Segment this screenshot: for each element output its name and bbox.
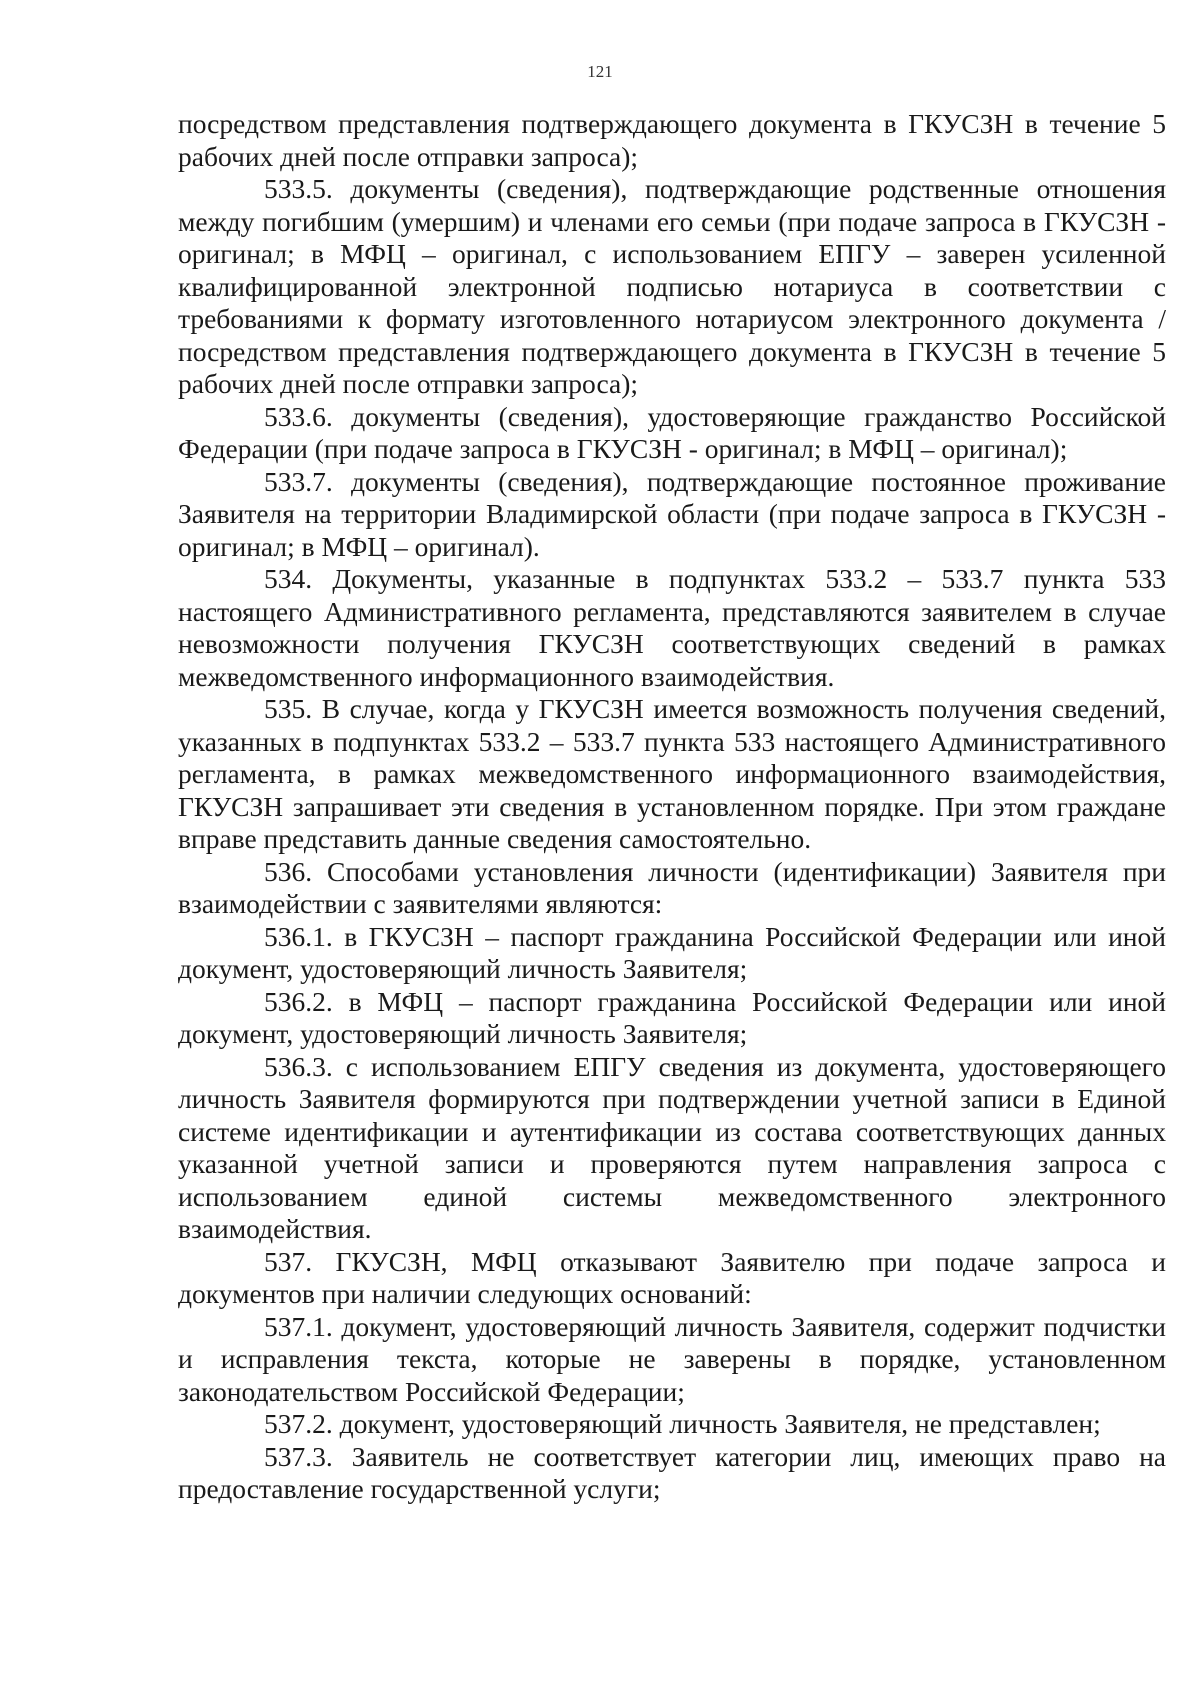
paragraph: 536.3. с использованием ЕПГУ сведения из документа, удостоверяющего личность Заявителя формируются при подтверждении учетной записи в Единой системе идентификации и аутентификации из состава соответствующих данных указанной учетной записи и проверяются путем направления запроса с использованием единой системы межведомственного электронного взаимодействия. bbox=[178, 1050, 1166, 1244]
paragraph: посредством представления подтверждающего документа в ГКУСЗН в течение 5 рабочих дней после отправки запроса); bbox=[178, 108, 1166, 172]
paragraph: 537.2. документ, удостоверяющий личность Заявителя, не представлен; bbox=[264, 1408, 1101, 1439]
paragraph: 533.6. документы (сведения), удостоверяющие гражданство Российской Федерации (при подаче запроса в ГКУСЗН - оригинал; в МФЦ – оригинал); bbox=[178, 400, 1166, 464]
paragraph: 536.2. в МФЦ – паспорт гражданина Российской Федерации или иной документ, удостоверяющий личность Заявителя; bbox=[178, 985, 1166, 1049]
paragraph: 537.1. документ, удостоверяющий личность Заявителя, содержит подчистки и исправления текста, которые не заверены в порядке, установленном законодательством Российской Федерации; bbox=[178, 1310, 1166, 1407]
page-number: 121 bbox=[587, 62, 613, 81]
paragraph: 535. В случае, когда у ГКУСЗН имеется возможность получения сведений, указанных в подпунктах 533.2 – 533.7 пункта 533 настоящего Административного регламента, в рамках межведомственного информационного взаимодействия, ГКУСЗН запрашивает эти сведения в установленном порядке. При этом граждане вправе представить данные сведения самостоятельно. bbox=[178, 693, 1166, 854]
paragraph: 536.1. в ГКУСЗН – паспорт гражданина Российской Федерации или иной документ, удостоверяющий личность Заявителя; bbox=[178, 920, 1166, 984]
body-text bbox=[178, 108, 1166, 1506]
paragraph: 533.5. документы (сведения), подтверждающие родственные отношения между погибшим (умершим) и членами его семьи (при подаче запроса в ГКУСЗН - оригинал; в МФЦ – оригинал, с использованием ЕПГУ – заверен усиленной квалифицированной электронной подписью нотариуса в соответствии с требованиями к формату изготовленного нотариусом электронного документа / посредством представления подтверждающего документа в ГКУСЗН в течение 5 рабочих дней после отправки запроса); bbox=[178, 173, 1166, 399]
paragraph: 537.3. Заявитель не соответствует категории лиц, имеющих право на предоставление государственной услуги; bbox=[178, 1440, 1166, 1504]
paragraph: 533.7. документы (сведения), подтверждающие постоянное проживание Заявителя на территории Владимирской области (при подаче запроса в ГКУСЗН - оригинал; в МФЦ – оригинал). bbox=[178, 465, 1166, 562]
paragraph: 537. ГКУСЗН, МФЦ отказывают Заявителю при подаче запроса и документов при наличии следующих оснований: bbox=[178, 1245, 1166, 1309]
paragraph: 534. Документы, указанные в подпунктах 533.2 – 533.7 пункта 533 настоящего Административного регламента, представляются заявителем в случае невозможности получения ГКУСЗН соответствующих сведений в рамках межведомственного информационного взаимодействия. bbox=[178, 563, 1166, 692]
paragraph: 536. Способами установления личности (идентификации) Заявителя при взаимодействии с заявителями являются: bbox=[178, 855, 1166, 919]
